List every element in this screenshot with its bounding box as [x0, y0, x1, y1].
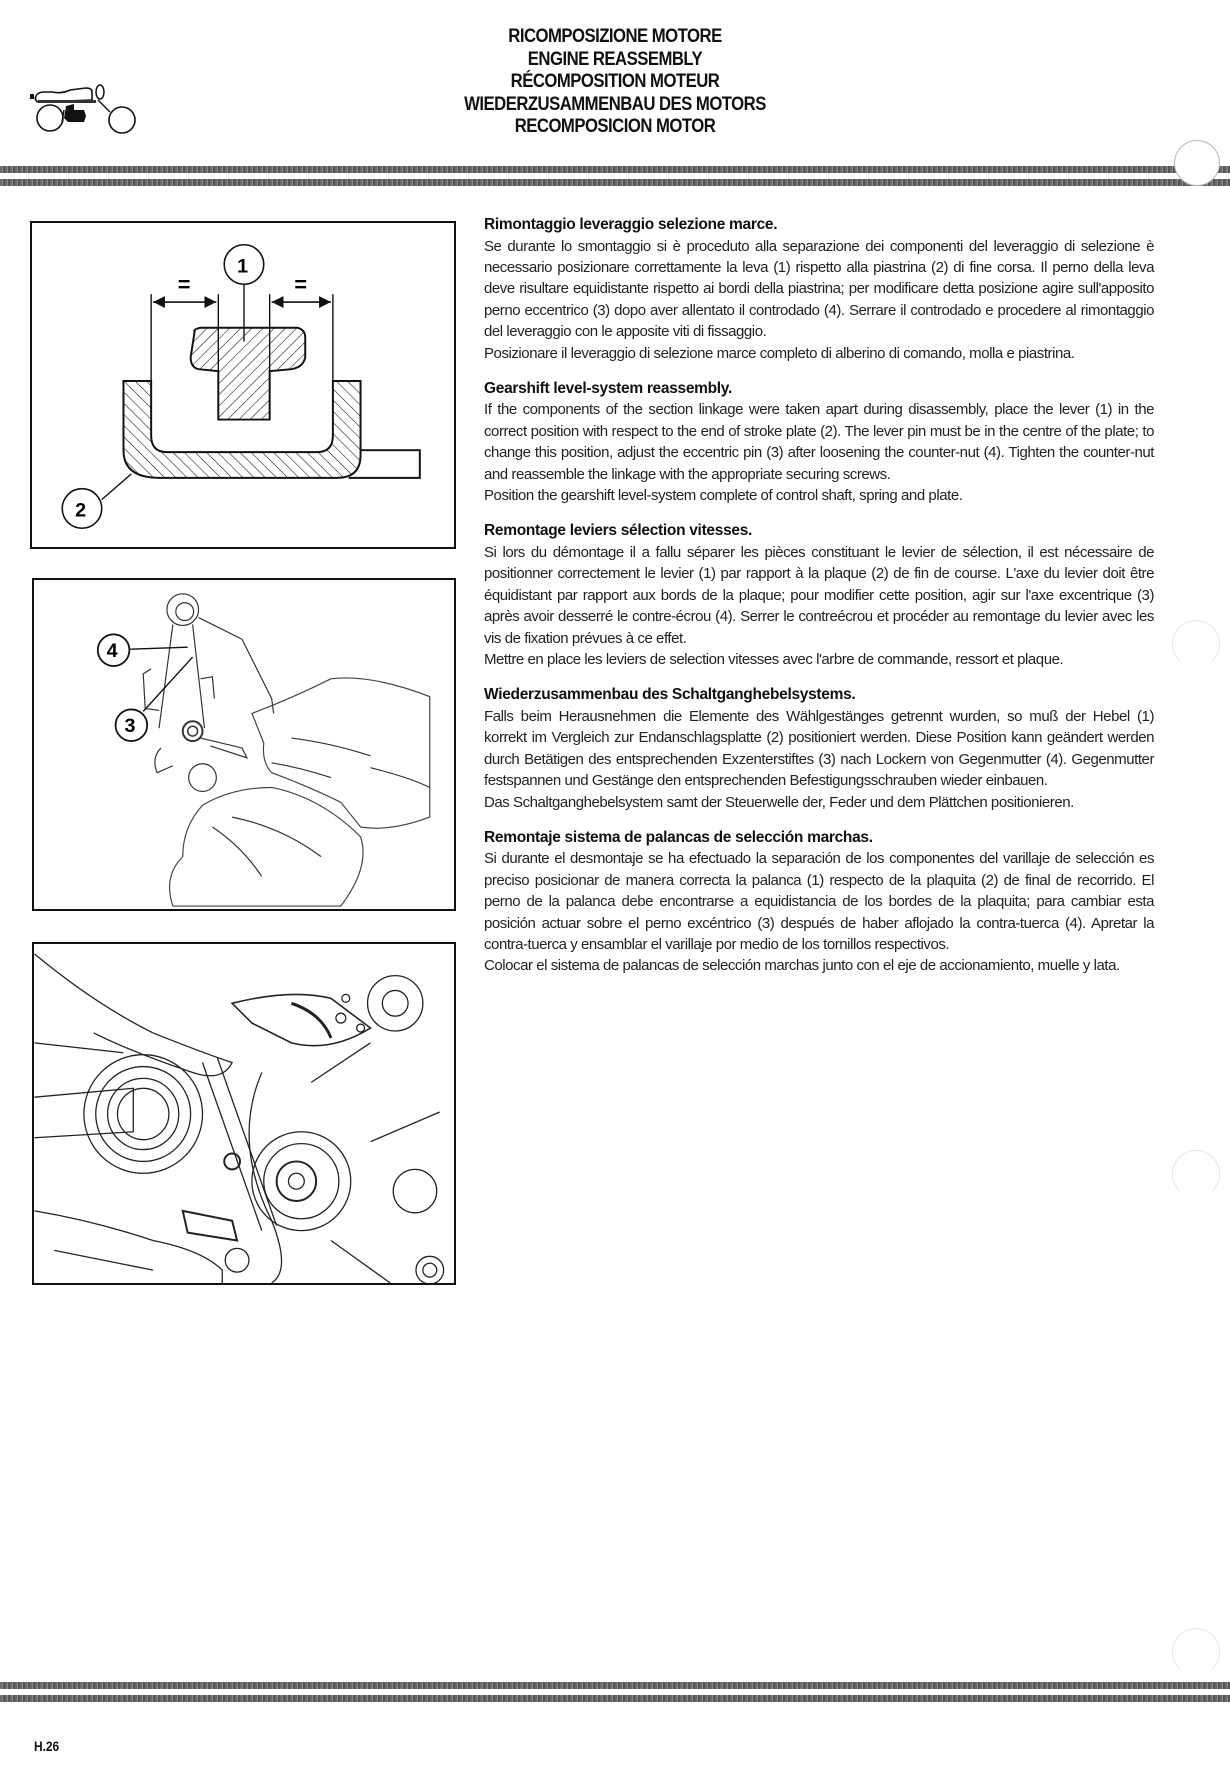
section-paragraph: Si lors du démontage il a fallu séparer les pièces constituant le levier de sélection, il est nécessaire de positionner correctement le levier (1) par rapport à la plaque (2) de fin de course. L'axe du levier doit être équidistant par rapport aux bords de la plaque; pour modifier cette position, agir sur l'axe excentrique (3) après avoir desserré le contre-écrou (4). Serrer le contreécrou et procéder au remontage du levier avec les vis de fixation prévues à ce effet.: [484, 543, 1154, 647]
section-paragraph: Position the gearshift level-system complete of control shaft, spring and plate.: [484, 487, 963, 505]
title-spanish: RECOMPOSICION MOTOR: [514, 116, 716, 137]
dimension-equal-mark: =: [177, 272, 191, 298]
header-rule-bottom: [0, 179, 1230, 186]
lever-plate-diagram: [30, 221, 456, 549]
title-german: WIEDERZUSAMMENBAU DES MOTORS: [464, 93, 766, 115]
svg-text:3: 3: [124, 715, 136, 738]
section-heading: Remontage leviers sélection vitesses.: [484, 522, 753, 540]
page-title: [0, 26, 1230, 139]
page-number: H.26: [34, 1738, 60, 1754]
binder-hole-icon: [1172, 1150, 1220, 1198]
binder-hole-icon: [1172, 620, 1220, 668]
header-rule-top: [0, 166, 1230, 173]
instructions-column: [484, 214, 1154, 991]
section-paragraph: Mettre en place les leviers de selection vitesses avec l'arbre de commande, ressort et plaque.: [484, 651, 1064, 668]
section-paragraph: Falls beim Herausnehmen die Elemente des Wählgestänges getrennt wurden, so muß der Hebel (1) korrekt im Vergleich zur Endanschlagsplatte (2) positioniert werden. Diese Position kann geändert werden durch Betätigen des entsprechenden Exzenterstiftes (3) nach Lockern von Gegenmutter (4). Gegenmutter festspannen und Gestänge den entsprechenden Befestigungsschrauben wieder einbauen.: [484, 707, 1154, 790]
section-paragraph: Posizionare il leveraggio di selezione marce completo di alberino di comando, molla e piastrina.: [484, 344, 1075, 362]
binder-hole-icon: [1172, 1628, 1220, 1676]
callout-2: [62, 474, 131, 528]
binder-hole-icon: [1174, 140, 1220, 186]
section-spanish: [484, 827, 1154, 977]
section-heading: Remontaje sistema de palancas de selección marchas.: [484, 828, 873, 846]
gearshift-linkage-installation-photo: [32, 942, 456, 1285]
eccentric-pin-adjustment-photo: [32, 578, 456, 911]
section-english: [484, 378, 1154, 507]
section-paragraph: Das Schaltganghebelsystem samt der Steuerwelle der, Feder und dem Plättchen positionieren.: [484, 793, 1074, 811]
section-heading: Wiederzusammenbau des Schaltganghebelsystems.: [484, 686, 856, 704]
title-italian: RICOMPOSIZIONE MOTORE: [508, 26, 722, 47]
section-french: [484, 520, 1154, 670]
footer-rule-top: [0, 1682, 1230, 1689]
section-paragraph: If the components of the section linkage were taken apart during disassembly, place the lever (1) in the correct position with respect to the end of stroke plate (2). The lever pin must be in the centre of the plate; to change this position, adjust the eccentric pin (3) after loosening the counter-nut (4). Tighten the counter-nut and reassemble the linkage with the appropriate securing screws.: [484, 401, 1154, 483]
selector-lever: [191, 328, 306, 420]
title-english: ENGINE REASSEMBLY: [527, 48, 703, 70]
svg-text:4: 4: [106, 640, 118, 663]
section-paragraph: Si durante el desmontaje se ha efectuado la separación de los componentes del varillaje de selección es preciso posicionar de manera correcta la palanca (1) respecto de la plaquita (2) de final de recorrido. El perno de la palanca debe encontrarse a equidistancia de los bordes de la plaquita; para cambiar esta posición actuar sobre el perno excéntrico (3) después de haber aflojado la contra-tuerca (4). Apretar la contra-tuerca y ensamblar el varillaje por medio de los tornillos respectivos.: [484, 850, 1154, 954]
callout-4: [98, 634, 188, 666]
section-heading: Rimontaggio leveraggio selezione marce.: [484, 216, 778, 233]
section-heading: Gearshift level-system reassembly.: [484, 379, 732, 397]
title-french: RÉCOMPOSITION MOTEUR: [510, 71, 720, 92]
section-italian: [484, 214, 1154, 364]
section-paragraph: Colocar el sistema de palancas de selección marchas junto con el eje de accionamiento, muelle y lata.: [484, 957, 1120, 975]
dimension-equal-mark: =: [294, 272, 308, 298]
footer-rule-bottom: [0, 1695, 1230, 1702]
svg-text:2: 2: [75, 499, 87, 522]
section-german: [484, 684, 1154, 813]
section-paragraph: Se durante lo smontaggio si è proceduto alla separazione dei componenti del leveraggio di selezione è necessario posizionare correttamente la leva (1) rispetto alla piastrina (2) di fine corsa. Il perno della leva deve risultare equidistante rispetto ai bordi della piastrina; per modificare detta posizione agire sull'apposito perno eccentrico (3) dopo aver allentato il controdado (4). Serrare il controdado e procedere al rimontaggio del leveraggio con le apposite viti di fissaggio.: [484, 237, 1154, 341]
svg-text:1: 1: [237, 255, 249, 278]
callout-3: [116, 657, 193, 741]
